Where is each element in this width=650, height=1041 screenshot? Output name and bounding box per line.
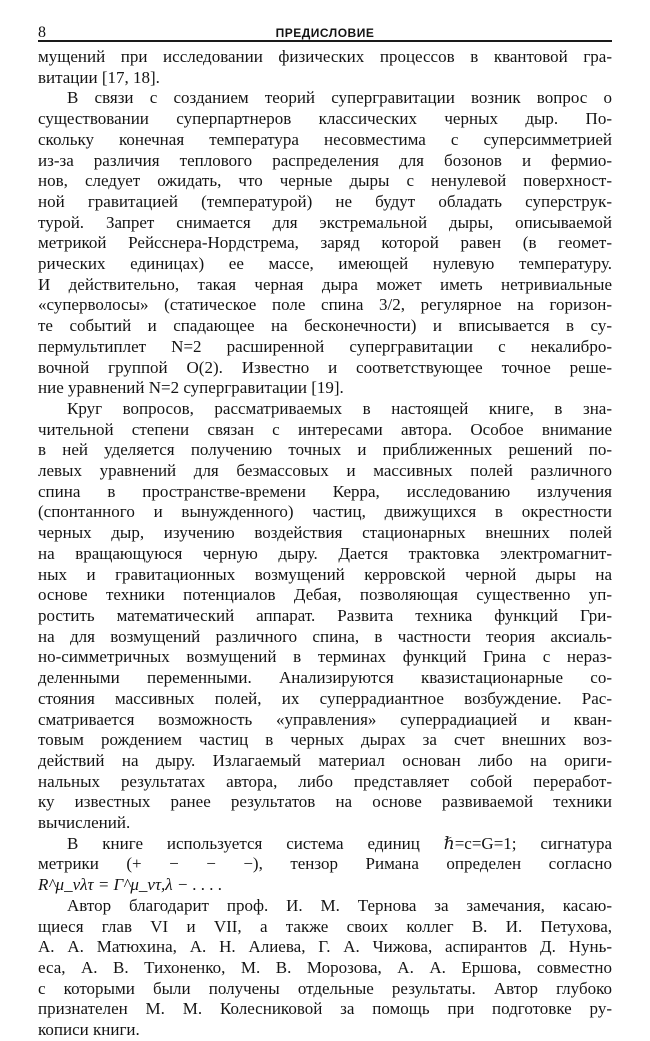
text-line: но-симметричных возмущений в терминах функций Грина с нераз-	[38, 647, 612, 667]
text-line: пермультиплет N=2 расширенной супергравитации с некалибро-	[38, 336, 612, 356]
text-line: еса, А. В. Тихоненко, М. В. Морозова, А. А. Ершова, совместно	[38, 957, 612, 977]
text-line: стояния массивных полей, их суперрадиантное возбуждение. Рас-	[38, 688, 612, 708]
text-line: в ней уделяется получению точных и приближенных решений по-	[38, 440, 612, 460]
paragraph	[38, 896, 612, 1041]
text-line: действий на дыру. Излагаемый материал основан либо на ориги-	[38, 750, 612, 770]
text-line: сматривается возможность «управления» суперрадиацией и кван-	[38, 709, 612, 729]
text-line: из-за различия теплового распределения для бозонов и фермио-	[38, 150, 612, 170]
text-line: щиеся глав VI и VII, а также своих коллег В. И. Петухова,	[38, 916, 612, 936]
text-line: вочной группой O(2). Известно и соответствующее точное реше-	[38, 357, 612, 377]
text-line: И действительно, такая черная дыра может иметь нетривиальные	[38, 274, 612, 294]
text-line: признателен М. М. Колесниковой за помощь при подготовке ру-	[38, 999, 612, 1019]
paragraph	[38, 399, 612, 834]
text-line: В связи с созданием теорий супергравитации возник вопрос о	[67, 88, 612, 108]
header-rule	[38, 40, 612, 42]
text-line: нов, следует ожидать, что черные дыры с ненулевой поверхност-	[38, 171, 612, 191]
text-line: рических единицах) ее массе, имеющей нулевую температуру.	[38, 254, 612, 274]
paragraph	[38, 88, 612, 399]
text-line: мущений при исследовании физических процессов в квантовой гра-	[38, 47, 612, 66]
text-line: ку известных ранее результатов на основе развиваемой техники	[38, 792, 612, 812]
riemann-formula: R^μ_νλτ = Γ^μ_ντ,λ − . . . .	[38, 875, 223, 895]
text-line: Автор благодарит проф. И. М. Тернова за замечания, касаю-	[67, 895, 612, 915]
text-line: Круг вопросов, рассматриваемых в настоящей книге, в зна-	[67, 398, 612, 418]
page-number: 8	[38, 24, 46, 41]
text-line: на для возмущений различного спина, в частности теория аксиаль-	[38, 626, 612, 646]
text-line: кописи книги.	[38, 1020, 140, 1040]
text-line: метрикой Рейсснера-Нордстрема, заряд которой равен (в геомет-	[38, 233, 612, 253]
text-line: основе техники потенциалов Дебая, позволяющая существенно уп-	[38, 585, 612, 605]
text-line: турой. Запрет снимается для экстремальной дыры, описываемой	[38, 212, 612, 232]
text-line: ной гравитацией (температурой) не будут обладать суперструк-	[38, 191, 612, 211]
text-line: спина в пространстве-времени Керра, исследованию излучения	[38, 481, 612, 501]
paragraph	[38, 47, 612, 88]
text-line: существовании суперпартнеров классических черных дыр. По-	[38, 109, 612, 129]
text-line: с которыми были получены отдельные результаты. Автор глубоко	[38, 978, 612, 998]
text-line: нальных результатах автора, либо представляет собой переработ-	[38, 771, 612, 791]
text-line: скольку конечная температура несовместима с суперсимметрией	[38, 129, 612, 149]
text-line: левых уравнений для безмассовых и массивных полей различного	[38, 461, 612, 481]
text-line: те событий и спадающее на бесконечности) и вписывается в су-	[38, 316, 612, 336]
text-line: ных и гравитационных возмущений керровской черной дыры на	[38, 564, 612, 584]
running-head: ПРЕДИСЛОВИЕ	[275, 26, 375, 40]
text-line: витации [17, 18].	[38, 67, 160, 87]
text-line: чительной степени связан с интересами автора. Особое внимание	[38, 419, 612, 439]
text-line: черных дыр, изучению воздействия стационарных внешних полей	[38, 523, 612, 543]
text-line: ние уравнений N=2 супергравитации [19].	[38, 378, 344, 398]
body-text	[38, 47, 612, 1041]
paragraph	[38, 834, 612, 896]
text-line: на вращающуюся черную дыру. Дается трактовка электромагнит-	[38, 543, 612, 563]
text-line: вычислений.	[38, 813, 131, 833]
text-line: ростить математический аппарат. Развита техника функций Гри-	[38, 605, 612, 625]
text-line: В книге используется система единиц ℏ=c=G=1; сигнатура	[67, 833, 612, 853]
text-line: (спонтанного и вынужденного) частиц, движущихся в окрестности	[38, 502, 612, 522]
text-line: метрики (+ − − −), тензор Римана определен согласно	[38, 854, 612, 874]
text-line: деленными переменными. Анализируются квазистационарные со-	[38, 668, 612, 688]
text-line: «суперволосы» (статическое поле спина 3/2, регулярное на горизон-	[38, 295, 612, 315]
text-line: А. А. Матюхина, А. Н. Алиева, Г. А. Чижова, аспирантов Д. Нунь-	[38, 937, 612, 957]
text-line: товым рождением частиц в черных дырах за счет внешних воз-	[38, 730, 612, 750]
